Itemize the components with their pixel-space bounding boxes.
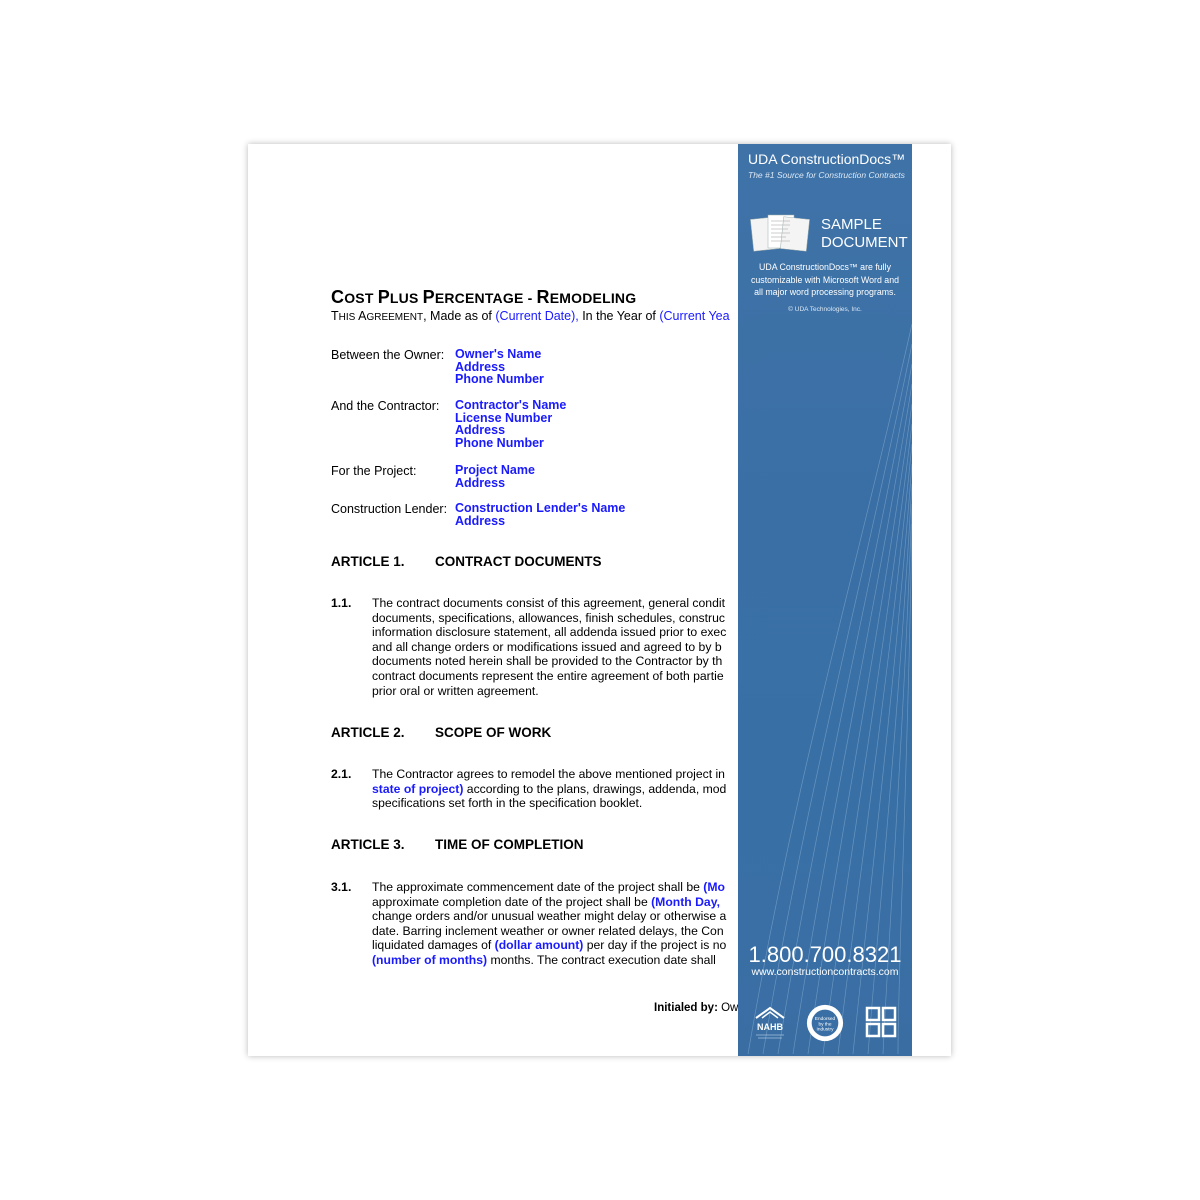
license-number-field: License Number: [455, 410, 553, 425]
brand-tagline: The #1 Source for Construction Contracts: [748, 170, 905, 180]
document-page: [248, 144, 951, 1056]
contractor-name-field: Contractor's Name: [455, 398, 567, 412]
lender-address-field: Address: [455, 513, 506, 528]
phone-number: 1.800.700.8321: [748, 942, 902, 967]
document-body: COST PLUS PERCENTAGE - REMODELING THIS AGREEMENT, Made as of (Current Date), In the Year of (Current Yea Between the Owner: Owner's Name Address Phone Number And the Contractor: Contractor's Name License Number Address Phone Number For the Project: Project Name Address Construction Lender: Construction Lender's Name Address ARTICLE 1. CONTRACT DOCUMENTS 1.1. The contract documents consist of this agreement, general condit documents, specifications, allowances, finish schedules, construc information disclosure statement, all addenda issued prior to exec and all change orders or modifications issued and agreed to by b documents noted herein shall be provided to the Contractor by th contract documents represent the entire agreement of both partie prior oral or written agreement. ARTICLE 2. SCOPE OF WORK 2.1. The Contractor agrees to remodel the above mentioned project in state of project) according to the plans, drawings, addenda, mod specifications set forth in the specification booklet. ARTICLE 3. TIME OF COMPLETION 3.1. The approximate commencement date of the project shall be (Mo approximate completion date of the project shall be (Month Day, change orders and/or unusual weather might delay or otherwise a date. Barring inclement weather or owner related delays, the Con liquidated damages of (dollar amount) per day if the project is no (number of months) months. The contract execution date shall Initialed by: Ow: [331, 287, 739, 1014]
current-date-field: (Current Date),: [495, 309, 579, 323]
project-name-field: Project Name: [455, 463, 535, 477]
uda-logo-icon: [862, 1002, 902, 1044]
contractor-phone-field: Phone Number: [455, 436, 544, 451]
sample-banner: [738, 144, 912, 1056]
nahb-logo: [750, 1002, 790, 1044]
copyright: © UDA Technologies, Inc.: [788, 306, 862, 313]
article-2-heading: ARTICLE 2. SCOPE OF WORK: [331, 725, 552, 740]
number-of-months-field: (number of months): [372, 952, 488, 967]
project-address-field: Address: [455, 475, 506, 490]
svg-text:Endorsed: Endorsed: [814, 1017, 836, 1023]
document-title: COST PLUS PERCENTAGE - REMODELING: [331, 287, 637, 307]
agreement-line: THIS AGREEMENT, Made as of (Current Date), In the Year of (Current Yea: [331, 309, 730, 323]
svg-text:NAHB: NAHB: [757, 1022, 783, 1032]
owner-name-field: Owner's Name: [455, 347, 542, 361]
owner-phone-field: Phone Number: [455, 372, 544, 387]
lender-name-field: Construction Lender's Name: [455, 501, 626, 515]
state-of-project-field: state of project): [372, 781, 464, 796]
dollar-amount-field: (dollar amount): [494, 938, 584, 953]
sample-document-label: SAMPLE DOCUMENT: [821, 216, 908, 251]
endorsed-seal-icon: [805, 1002, 845, 1044]
documents-icon: [750, 212, 810, 252]
owner-address-field: Address: [455, 359, 506, 374]
contractor-address-field: Address: [455, 423, 506, 438]
article-1-heading: ARTICLE 1. CONTRACT DOCUMENTS: [331, 554, 602, 569]
current-year-field: (Current Yea: [659, 309, 730, 323]
customizable-note: UDA ConstructionDocs™ are fully customizable with Microsoft Word and all major word processing programs.: [751, 262, 899, 297]
svg-text:by the: by the: [818, 1022, 832, 1028]
article-3-heading: ARTICLE 3. TIME OF COMPLETION: [331, 837, 584, 852]
website: www.constructioncontracts.com: [751, 966, 899, 978]
svg-text:Industry: Industry: [816, 1027, 834, 1033]
initialed-by: Initialed by: Ow: [654, 1002, 739, 1014]
brand-name: UDA ConstructionDocs™: [748, 151, 906, 167]
